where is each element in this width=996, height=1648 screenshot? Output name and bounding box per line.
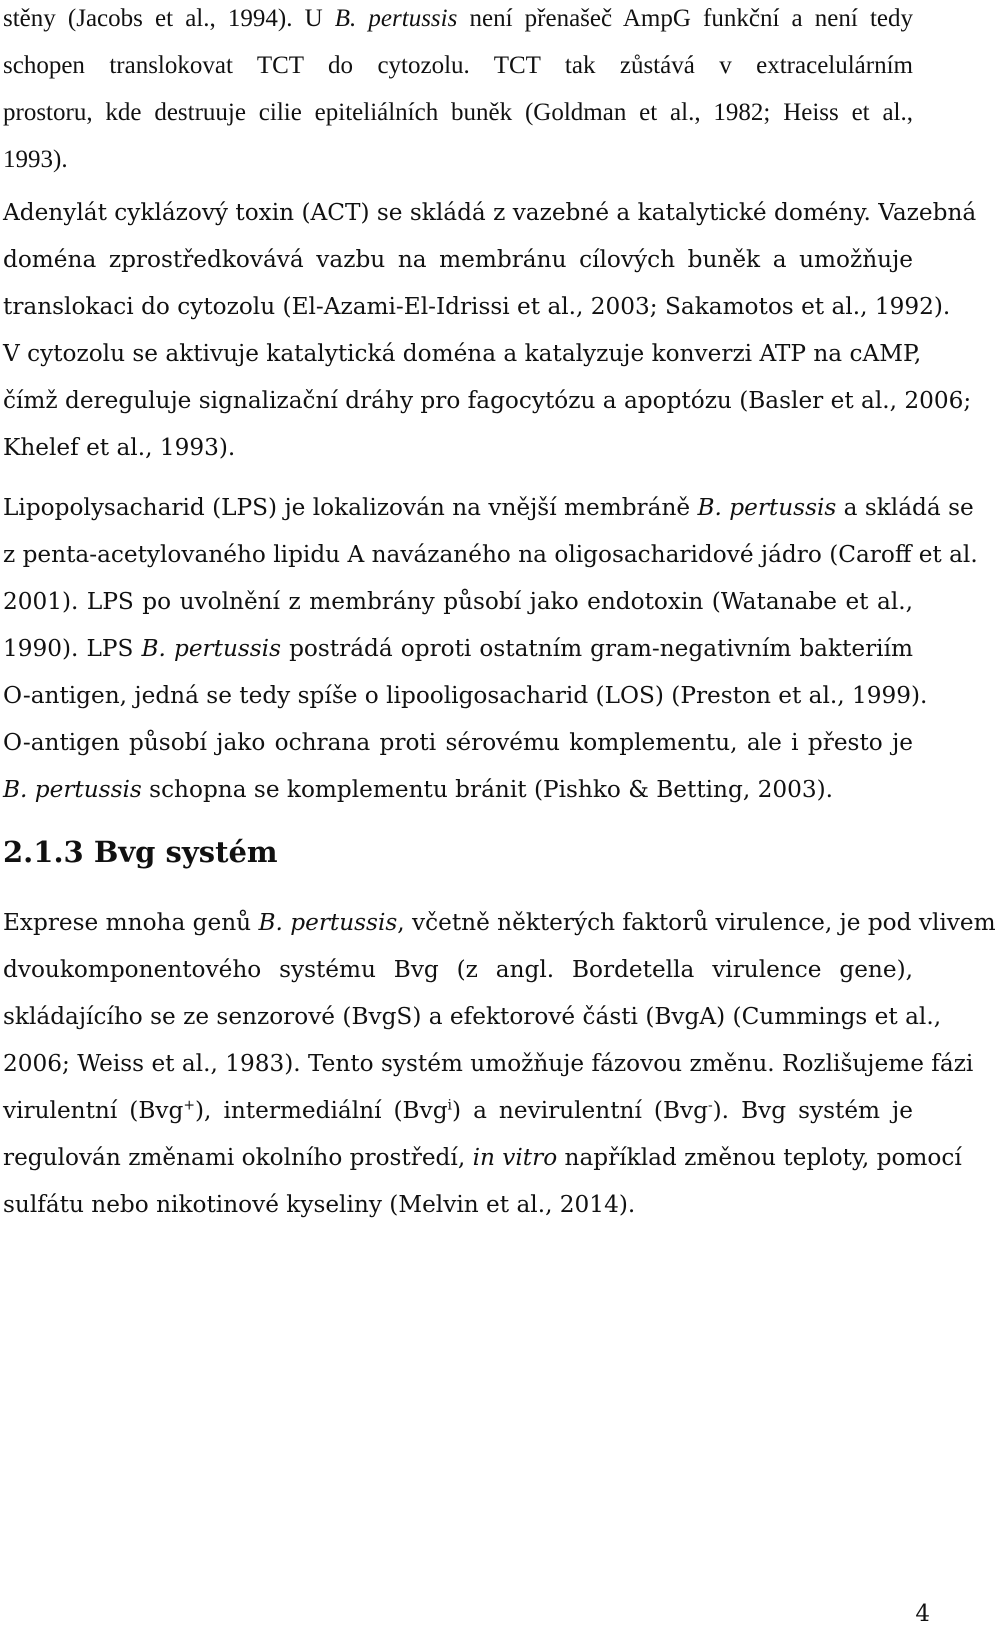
text-line: čímž dereguluje signalizační dráhy pro fagocytózu a apoptózu (Basler et al., 2006; <box>3 387 972 414</box>
page-number: 4 <box>915 1601 930 1627</box>
text-line: Khelef et al., 1993). <box>3 434 236 461</box>
text-line: O-antigen působí jako ochrana proti sérovému komplementu, ale i přesto je <box>3 729 913 756</box>
text-line: z penta-acetylovaného lipidu A navázaného na oligosacharidové jádro (Caroff et al. <box>3 541 978 568</box>
section-heading: 2.1.3 Bvg systém <box>3 835 278 869</box>
text-line: O-antigen, jedná se tedy spíše o lipooligosacharid (LOS) (Preston et al., 1999). <box>3 682 928 709</box>
text-line: sulfátu nebo nikotinové kyseliny (Melvin et al., 2014). <box>3 1191 636 1218</box>
text-line: 1993). <box>3 146 68 173</box>
paragraph-lps <box>3 484 978 813</box>
text-line: stěny (Jacobs et al., 1994). U B. pertussis není přenašeč AmpG funkční a není tedy <box>3 5 913 32</box>
text-line: doména zprostředkovává vazbu na membránu cílových buněk a umožňuje <box>3 246 913 273</box>
paragraph-tct <box>3 0 913 183</box>
text-line: Lipopolysacharid (LPS) je lokalizován na vnější membráně B. pertussis a skládá se <box>3 494 974 521</box>
text-line: Exprese mnoha genů B. pertussis, včetně některých faktorů virulence, je pod vlivem <box>3 909 996 936</box>
text-line: prostoru, kde destruuje cilie epiteliálních buněk (Goldman et al., 1982; Heiss et al., <box>3 99 913 126</box>
text-line: skládajícího se ze senzorové (BvgS) a efektorové části (BvgA) (Cummings et al., <box>3 1003 942 1030</box>
text-line: 2001). LPS po uvolnění z membrány působí jako endotoxin (Watanabe et al., <box>3 588 913 615</box>
text-line: 1990). LPS B. pertussis postrádá oproti ostatním gram-negativním bakteriím <box>3 635 913 662</box>
text-line: Adenylát cyklázový toxin (ACT) se skládá z vazebné a katalytické domény. Vazebná <box>3 199 977 226</box>
paragraph-act <box>3 189 977 471</box>
text-line: 2006; Weiss et al., 1983). Tento systém umožňuje fázovou změnu. Rozlišujeme fázi <box>3 1050 974 1077</box>
paragraph-bvg <box>3 899 996 1228</box>
text-line: regulován změnami okolního prostředí, in vitro například změnou teploty, pomocí <box>3 1144 962 1171</box>
text-line: translokaci do cytozolu (El-Azami-El-Idrissi et al., 2003; Sakamotos et al., 1992). <box>3 293 951 320</box>
text-line: V cytozolu se aktivuje katalytická doména a katalyzuje konverzi ATP na cAMP, <box>3 340 922 367</box>
text-line: schopen translokovat TCT do cytozolu. TCT tak zůstává v extracelulárním <box>3 52 913 79</box>
text-line: B. pertussis schopna se komplementu bránit (Pishko & Betting, 2003). <box>3 776 833 803</box>
text-line: dvoukomponentového systému Bvg (z angl. Bordetella virulence gene), <box>3 956 913 983</box>
text-line: virulentní (Bvg+), intermediální (Bvg$^i$) a nevirulentní (Bvg-). Bvg systém je <box>3 1097 913 1124</box>
